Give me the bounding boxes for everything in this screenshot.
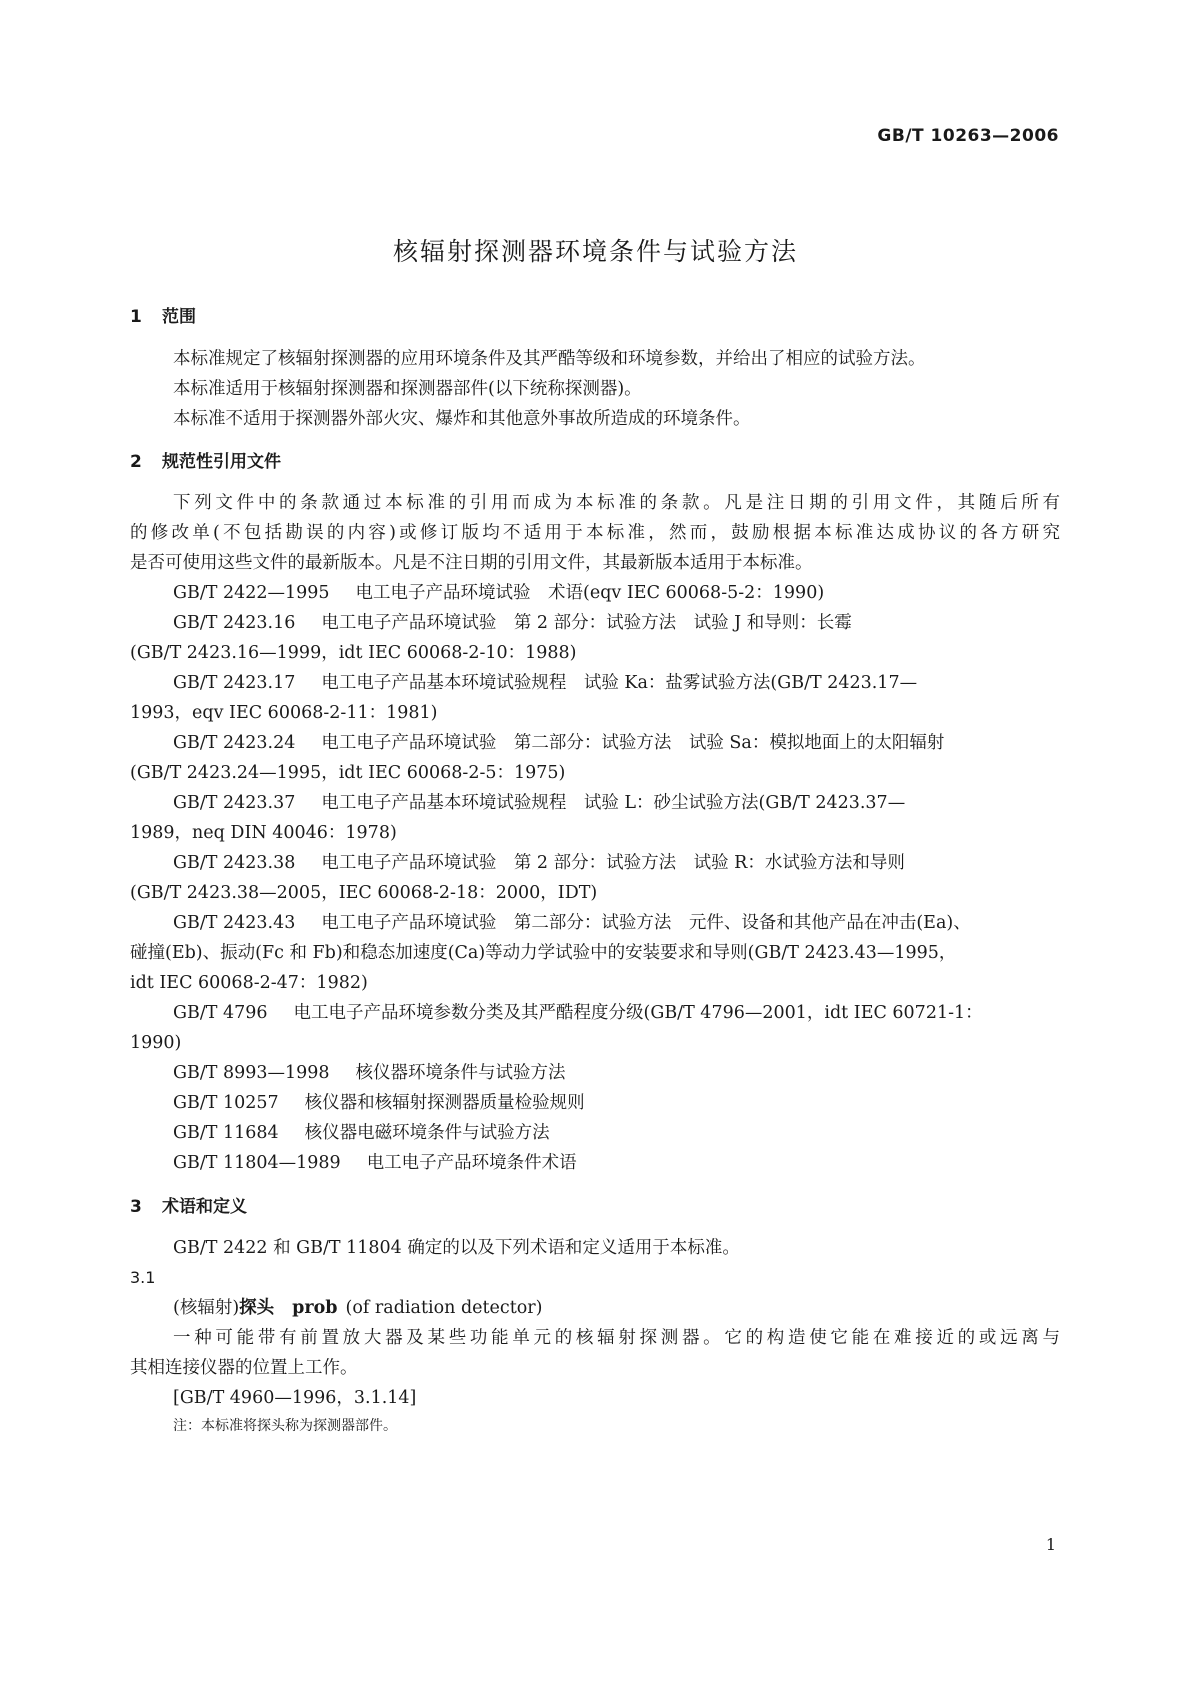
term-english-qualifier: (of radiation detector): [345, 1298, 543, 1318]
reference-code: GB/T 2423.43: [173, 913, 296, 933]
reference-code: GB/T 2422—1995: [173, 583, 330, 603]
section-3-heading: [130, 1195, 247, 1219]
reference-title: 核仪器环境条件与试验方法: [355, 1063, 566, 1083]
reference-code: GB/T 2423.16: [173, 613, 296, 633]
reference-title: 电工电子产品环境参数分类及其严酷程度分级(GB/T 4796—2001，idt IEC 60721-1：: [293, 1003, 983, 1023]
section-title: 规范性引用文件: [162, 452, 281, 472]
reference-item: [173, 1061, 1060, 1085]
reference-code: GB/T 11684: [173, 1123, 279, 1143]
term-prefix: (核辐射): [173, 1298, 240, 1318]
paragraph-line: 是否可使用这些文件的最新版本。凡是不注日期的引用文件，其最新版本适用于本标准。: [130, 553, 813, 573]
reference-continuation: (GB/T 2423.24—1995，idt IEC 60068-2-5：1975): [130, 763, 566, 783]
reference-code: GB/T 10257: [173, 1093, 279, 1113]
reference-title: 电工电子产品基本环境试验规程 试验 L：砂尘试验方法(GB/T 2423.37—: [321, 793, 906, 813]
reference-code: GB/T 11804—1989: [173, 1153, 341, 1173]
reference-code: GB/T 2423.38: [173, 853, 296, 873]
reference-title: 电工电子产品基本环境试验规程 试验 Ka：盐雾试验方法(GB/T 2423.17—: [321, 673, 918, 693]
reference-continuation: idt IEC 60068-2-47：1982): [130, 973, 368, 993]
document-title: 核辐射探测器环境条件与试验方法: [392, 237, 798, 266]
reference-title: 电工电子产品环境试验 第 2 部分：试验方法 试验 J 和导则：长霉: [321, 613, 852, 633]
reference-item: [173, 791, 1060, 815]
paragraph: GB/T 2422 和 GB/T 11804 确定的以及下列术语和定义适用于本标准。: [173, 1238, 740, 1258]
reference-item: [173, 581, 1060, 605]
reference-continuation: 1990): [130, 1033, 182, 1053]
reference-code: GB/T 4796: [173, 1003, 268, 1023]
section-number: 1: [130, 307, 142, 327]
definition-line: 其相连接仪器的位置上工作。: [130, 1358, 358, 1378]
term-chinese: 探头: [239, 1298, 275, 1318]
reference-item: [173, 1001, 1060, 1025]
reference-item: [173, 851, 1060, 875]
reference-item: [173, 911, 1060, 935]
section-1-heading: [130, 305, 196, 329]
section-number: 3: [130, 1197, 142, 1217]
reference-title: 核仪器和核辐射探测器质量检验规则: [304, 1093, 585, 1113]
definition-line: 一种可能带有前置放大器及某些功能单元的核辐射探测器。它的构造使它能在难接近的或远离与: [173, 1328, 1060, 1348]
reference-title: 电工电子产品环境试验 第二部分：试验方法 元件、设备和其他产品在冲击(Ea)、: [321, 913, 971, 933]
term-entry: [173, 1296, 1060, 1320]
reference-code: GB/T 2423.37: [173, 793, 296, 813]
paragraph: 本标准适用于核辐射探测器和探测器部件(以下统称探测器)。: [173, 379, 642, 399]
section-title: 术语和定义: [162, 1197, 247, 1217]
reference-item: [173, 731, 1060, 755]
reference-title: 电工电子产品环境条件术语: [366, 1153, 577, 1173]
reference-item: [173, 1151, 1060, 1175]
standard-number: GB/T 10263—2006: [877, 126, 1059, 146]
reference-item: [173, 1091, 1060, 1115]
paragraph-line: 下列文件中的条款通过本标准的引用而成为本标准的条款。凡是注日期的引用文件，其随后所有: [173, 493, 1060, 513]
reference-code: GB/T 2423.17: [173, 673, 296, 693]
reference-title: 电工电子产品环境试验 第 2 部分：试验方法 试验 R：水试验方法和导则: [321, 853, 905, 873]
reference-item: [173, 671, 1060, 695]
reference-title: 电工电子产品环境试验 术语(eqv IEC 60068-5-2：1990): [355, 583, 825, 603]
section-title: 范围: [162, 307, 196, 327]
section-number: 2: [130, 452, 142, 472]
section-2-heading: [130, 450, 281, 474]
reference-continuation: 碰撞(Eb)、振动(Fc 和 Fb)和稳态加速度(Ca)等动力学试验中的安装要求和导则(GB/T 2423.43—1995，: [130, 943, 957, 963]
term-english: prob: [292, 1298, 338, 1318]
reference-item: [173, 1121, 1060, 1145]
reference-item: [173, 611, 1060, 635]
reference-continuation: (GB/T 2423.16—1999，idt IEC 60068-2-10：1988): [130, 643, 577, 663]
reference-code: GB/T 2423.24: [173, 733, 296, 753]
reference-title: 核仪器电磁环境条件与试验方法: [304, 1123, 550, 1143]
reference-continuation: (GB/T 2423.38—2005，IEC 60068-2-18：2000，IDT): [130, 883, 598, 903]
paragraph: 本标准不适用于探测器外部火灾、爆炸和其他意外事故所造成的环境条件。: [173, 409, 751, 429]
subsection-number: 3.1: [130, 1268, 156, 1287]
reference-continuation: 1989，neq DIN 40046：1978): [130, 823, 397, 843]
reference-code: GB/T 8993—1998: [173, 1063, 330, 1083]
reference-title: 电工电子产品环境试验 第二部分：试验方法 试验 Sa：模拟地面上的太阳辐射: [321, 733, 945, 753]
paragraph: 本标准规定了核辐射探测器的应用环境条件及其严酷等级和环境参数，并给出了相应的试验方法。: [173, 349, 926, 369]
reference-continuation: 1993，eqv IEC 60068-2-11：1981): [130, 703, 438, 723]
page-number: 1: [1045, 1535, 1056, 1554]
paragraph-line: 的修改单(不包括勘误的内容)或修订版均不适用于本标准，然而，鼓励根据本标准达成协议的各方研究: [130, 523, 1060, 543]
definition-source: [GB/T 4960—1996，3.1.14]: [173, 1388, 417, 1408]
note: 注：本标准将探头称为探测器部件。: [173, 1418, 397, 1434]
